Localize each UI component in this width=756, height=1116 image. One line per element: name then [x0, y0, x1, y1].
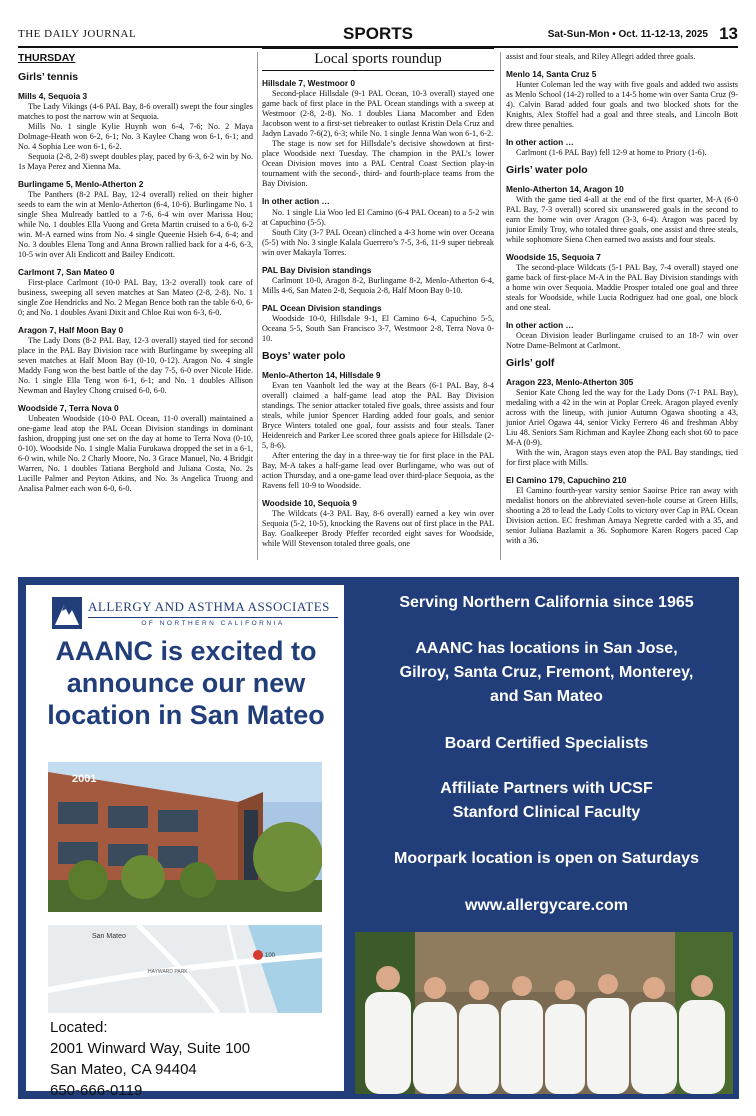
story-headline: Aragon 7, Half Moon Bay 0 [18, 324, 124, 335]
masthead [18, 24, 738, 46]
story-paragraph: The Lady Vikings (4-6 PAL Bay, 8-6 overall) swept the four singles matches to post the narrow win at Sequoia. [18, 101, 253, 121]
ad-line-locations: AAANC has locations in San Jose, Gilroy, Santa Cruz, Fremont, Monterey, and San Mateo [399, 640, 694, 705]
story-paragraph: The Lady Dons (8-2 PAL Bay, 12-3 overall) stayed tied for second place in the PAL Bay Division race with Burlingame by sweeping all seven matches at Half Moon Bay (0-10, 0-12). Aragon No. 4 single Maddy Fong won the best battle of the day 7-5, 6-0 over Nicole Hide. No. 1 single Ella Teng won 6-1, 6-1; and No. 1 doubles Allison Newman and Hayley Chong cruised 6-0, 6-0. [18, 336, 253, 396]
story-paragraph: With the game tied 4-all at the end of the first quarter, M-A (6-0 PAL Bay, 7-3 overall) scored six unanswered goals in the second to earn the home win over Aragon (3-3, 6-4). Aragon was paced by junior Emily Troy, who totaled three goals, one assist and three steals, while sophomore Siena Chen earned two assists and four steals. [506, 195, 738, 245]
story-headline: Menlo-Atherton 14, Aragon 10 [506, 184, 624, 195]
story-paragraph: The Panthers (8-2 PAL Bay, 12-4 overall) relied on their higher seeds to earn the win at Menlo-Atherton (6-4, 10-6). Burlingame No. 1 single Shea Mulready battled to a 7-6, 6-4 win over Marissa Hou; while No. 1 doubles Ella Vuong and Greta Martin cruised to a 6-0, 6-2 win. M-A earned wins from No. 4 single Queenie Hsieh 6-4, 6-4; and No. 3 doubles Elena Tong and Anna Brown rallied back for a 4-6, 6-3, 10-5 win over Ali Endicott and Bailey Endicott. [18, 189, 253, 259]
section-girls-golf: Girls’ golf [506, 357, 555, 370]
section-girls-water-polo: Girls’ water polo [506, 164, 588, 177]
story-headline: In other action … [506, 137, 574, 148]
story-headline: Carlmont 7, San Mateo 0 [18, 266, 115, 277]
issue-date: Sat-Sun-Mon • Oct. 11-12-13, 2025 [547, 29, 708, 40]
location-label: Located: [50, 1019, 108, 1036]
location-block [50, 1017, 250, 1101]
advertisement [18, 577, 739, 1099]
story-paragraph: Ocean Division leader Burlingame cruised to an 18-7 win over Notre Dame-Belmont at Carlmont. [506, 331, 738, 351]
logo-subtitle: OF NORTHERN CALIFORNIA [141, 620, 285, 627]
map-area-label: HAYWARD PARK [148, 969, 188, 975]
column-divider [257, 52, 258, 560]
story-paragraph: Evan ten Vaanholt led the way at the Bears (6-1 PAL Bay, 8-4 overall) claimed a half-game lead atop the PAL Bay Division standings. The senior attacker totaled five goals, three assists and four steals, while junior Spencer Harding added four goals, and senior Bryce Winters totaled one goal, four assists and four steals. Taner Heidenreich and Parker Lee scored three goals apiece for Hillsdale (2-5, 8-6). [262, 380, 494, 450]
story-continuation: assist and four steals, and Riley Allegri added three goals. [506, 52, 696, 61]
story-paragraph: The stage is now set for Hillsdale’s decisive showdown at first-place Woodside next Tuesday. The champion in the PAL’s lower Ocean Division moves into a PAL Central Coast Section play-in tournament with the second-, third- and fourth-place teams from the Bay Division. [262, 139, 494, 189]
story-paragraph: Hunter Coleman led the way with five goals and added two assists as Menlo School (14-2) rolled to a 14-5 home win over Santa Cruz (9-4). Calvin Barad added four goals and two blocked shots for the Knights, Alex Stoffel had a goal and three steals, and Lincoln Bott drew three penalties. [506, 80, 738, 130]
page-number: 13 [719, 24, 738, 43]
story-paragraph: Second-place Hillsdale (9-1 PAL Ocean, 10-3 overall) stayed one game back of first place in the PAL Ocean standings with a sweep at Westmoor (2-8, 2-8). No. 1 doubles Liana Macomber and Eden Jacobson went to a first-set tiebreaker to outlast Kristin Dela Cruz and Jadyn Lavado 7-6(2), 6-3; while No. 1 single Jenna Wan won 6-1, 6-2. [262, 89, 494, 139]
story-headline: Mills 4, Sequoia 3 [18, 90, 88, 101]
logo-divider [88, 617, 338, 618]
story-paragraph: Sequoia (2-8, 2-8) swept doubles play, paced by 6-3, 6-2 win by No. 1s Maya Perez and Xienna Ma. [18, 151, 253, 171]
story-paragraph: South City (3-7 PAL Ocean) clinched a 4-3 home win over Oceana (5-5) with No. 3 single Kalala Guerrero’s 7-5, 3-6, 11-9 super tiebreak win over Makayla Torres. [262, 227, 494, 257]
story-headline: Woodside 10, Sequoia 9 [262, 497, 357, 508]
story-paragraph: Carlmont (1-6 PAL Bay) fell 12-9 at home to Priory (1-6). [516, 148, 707, 158]
story-headline: In other action … [262, 196, 330, 207]
ad-line-saturdays: Moorpark location is open on Saturdays [394, 850, 699, 867]
column-3 [506, 52, 738, 546]
ad-website-link[interactable]: www.allergycare.com [464, 897, 629, 914]
story-paragraph: The Wildcats (4-3 PAL Bay, 8-6 overall) earned a key win over Sequoia (5-2, 10-5), knocking the Ravens out of first place in the PAL Bay. Goalkeeper Brody Pfeffer recorded eight saves for Woodside, while Will Stevenson totaled three goals, one [262, 508, 494, 548]
mountain-logo-icon [52, 597, 82, 629]
address-line-1: 2001 Winward Way, Suite 100 [50, 1040, 251, 1057]
story-headline: Hillsdale 7, Westmoor 0 [262, 78, 355, 89]
roundup-title: Local sports roundup [262, 48, 494, 71]
story-paragraph: El Camino fourth-year varsity senior Saoirse Price ran away with medalist honors on the abbreviated seven-hole course at Green Hills, shooting a 28 to lead the Lady Colts to victory over Cap in PAL Ocean Division action. EC freshman Amaya Negrette carded with a 35, and senior Juliana Bazlamit a 36. Sophomore Karen Rogers paced Cap with a 36. [506, 486, 738, 546]
story-list [18, 91, 253, 495]
phone-number: 650-666-0119 [50, 1082, 143, 1099]
story-headline: PAL Bay Division standings [262, 264, 372, 275]
map-pin-label: 100 [265, 953, 276, 959]
building-photo [48, 762, 322, 912]
story-headline: Woodside 7, Terra Nova 0 [18, 403, 119, 414]
story-headline: Menlo-Atherton 14, Hillsdale 9 [262, 369, 381, 380]
story-paragraph: Mills No. 1 single Kylie Huynh won 6-4, 7-6; No. 2 Maya Dolmage-Heath won 6-2, 6-1; No. 3 Kaylee Chang won 6-1, 6-1; and No. 4 Sophia Lee won 6-1, 6-2. [18, 121, 253, 151]
story-headline: El Camino 179, Capuchino 210 [506, 475, 627, 486]
location-map [48, 925, 322, 1013]
story-paragraph: No. 1 single Lia Woo led El Camino (6-4 PAL Ocean) to a 5-2 win at Capuchino (5-5). [262, 207, 494, 227]
column-divider [500, 52, 501, 560]
story-paragraph: First-place Carlmont (10-0 PAL Bay, 13-2 overall) took care of business, sweeping all seven matches at San Mateo (2-8, 2-8). No. 1 single Zoe Hendricks and No. 2 Megan Bence both ran the table 6-0, 6-0; and No. 1 doubles Avani Dixit and Chloe Rui won 6-3, 6-0. [18, 277, 253, 317]
ad-line-since: Serving Northern California since 1965 [399, 594, 694, 611]
story-paragraph: The second-place Wildcats (5-1 PAL Bay, 7-4 overall) stayed one game back of first-place M-A in the PAL Bay Division standings with a home win over Sequoia. Maddie Prosper totaled one goal and three steals for Woodside, while Lucia Rodriguez had one goal, one block and one steal. [506, 263, 738, 313]
story-headline: Burlingame 5, Menlo-Atherton 2 [18, 178, 144, 189]
section-boys-water-polo: Boys’ water polo [262, 349, 346, 362]
story-paragraph: Carlmont 10-0, Aragon 8-2, Burlingame 8-2, Menlo-Atherton 6-4, Mills 4-6, San Mateo 2-8, Sequoia 2-8, Half Moon Bay 0-10. [262, 275, 494, 295]
story-paragraph: Unbeaten Woodside (10-0 PAL Ocean, 11-0 overall) maintained a one-game lead atop the PAL Ocean Division standings in dominant fashion, dropping just one set on the day at home to Terra Nova (0-10, 0-10). Woodside No. 1 single Malia Furukawa dropped the set in a 6-1, 6-0 win, while No. 2 Charly Moore, No. 3 Grace Manuel, No. 4 Bridgit Warren, No. 1 doubles Tatiana Berghold and Juliana Costa, No. 2s Lucille Palmer and Peyton Atkins, and No. 3s Angelica Truong and Analisa Palmer each won 6-0, 6-0. [18, 414, 253, 494]
story-headline: In other action … [506, 320, 574, 331]
story-headline: Aragon 223, Menlo-Atherton 305 [506, 377, 634, 388]
map-city-label: San Mateo [92, 933, 126, 940]
story-headline: Menlo 14, Santa Cruz 5 [506, 69, 597, 79]
story-paragraph: Woodside 10-0, Hillsdale 9-1, El Camino 6-4, Capuchino 5-5, Oceana 5-5, South San Francisco 3-7, Westmoor 2-8, Terra Nova 0-10. [262, 313, 494, 343]
ad-left-panel [26, 585, 344, 1099]
ad-line-certified: Board Certified Specialists [444, 735, 649, 752]
story-paragraph: With the win, Aragon stays even atop the PAL Bay standings, tied for first place with Mills. [506, 448, 738, 468]
story-paragraph: After entering the day in a three-way tie for first place in the PAL Bay, M-A takes a half-game lead over Burlingame, who was out of action Thursday, and a one-game lead over third-place Sequoia, as the Ravens fell 10-9 to Woodside. [262, 450, 494, 490]
staff-photo [355, 932, 733, 1094]
ad-line-affiliates: Affiliate Partners with UCSF Stanford Clinical Faculty [440, 780, 653, 821]
day-kicker: THURSDAY [18, 52, 76, 64]
logo-name: ALLERGY AND ASTHMA ASSOCIATES [88, 599, 330, 614]
aaanc-logo [52, 597, 342, 633]
section-girls-tennis: Girls’ tennis [18, 70, 79, 83]
story-headline: Woodside 15, Sequoia 7 [506, 252, 601, 263]
story-paragraph: Senior Kate Chong led the way for the Lady Dons (7-1 PAL Bay), medaling with a 42 in the win at Poplar Creek. Aragon played evenly across with the lineup, with junior Autumn Ogawa shooting a 43, junior Ariel Ogawa 44, senior Vicky Ferrero 46 and freshman Abby Liu 48. Seniors Sam Richman and Kaylee Zhong each shot 60 to pace M-A (0-9). [506, 388, 738, 448]
story-headline: PAL Ocean Division standings [262, 302, 382, 313]
ad-headline: AAANC is excited to announce our new location in San Mateo [47, 636, 325, 730]
column-1 [18, 52, 253, 494]
address-line-2: San Mateo, CA 94404 [50, 1061, 197, 1078]
newspaper-name: THE DAILY JOURNAL [18, 28, 137, 40]
column-2 [262, 52, 494, 549]
building-number: 2001 [72, 773, 97, 785]
section-title: SPORTS [343, 24, 413, 43]
